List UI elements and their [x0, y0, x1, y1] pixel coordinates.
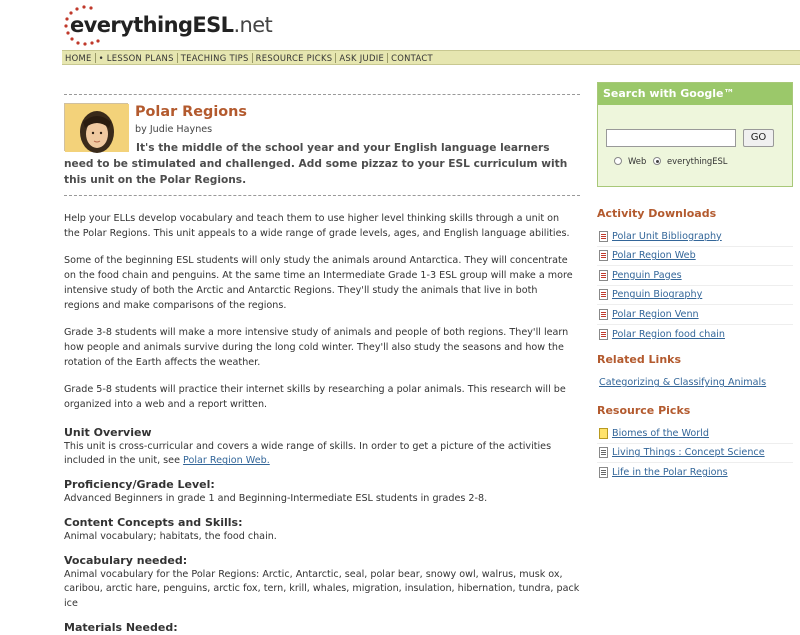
activity-downloads-heading: Activity Downloads	[597, 207, 717, 220]
nav-ask-judie[interactable]: ASK JUDIE	[339, 53, 385, 63]
pdf-icon	[599, 329, 608, 340]
nav-home[interactable]: HOME	[65, 53, 92, 63]
download-link[interactable]: Polar Region Venn	[612, 308, 699, 320]
list-item[interactable]	[597, 305, 793, 325]
resource-link[interactable]: Biomes of the World	[612, 427, 709, 439]
article-byline: by Judie Haynes	[135, 124, 213, 135]
list-item[interactable]	[597, 266, 793, 286]
folder-icon	[599, 428, 608, 439]
brand-tld: .net	[233, 13, 273, 37]
page-icon	[599, 467, 608, 478]
activity-downloads-list	[597, 227, 793, 344]
nav-divider	[335, 53, 336, 63]
nav-divider	[177, 53, 178, 63]
radio-everythingesl-icon[interactable]	[653, 157, 661, 165]
section-text-proficiency: Advanced Beginners in grade 1 and Beginning-Intermediate ESL students in grades 2-8.	[64, 493, 488, 505]
go-button[interactable]: GO	[743, 129, 774, 147]
article-body	[64, 212, 580, 635]
radio-web-label: Web	[628, 156, 647, 166]
list-item[interactable]	[597, 424, 793, 444]
divider	[64, 195, 580, 196]
download-link[interactable]: Polar Unit Bibliography	[612, 230, 722, 242]
nav-contact[interactable]: CONTACT	[391, 53, 433, 63]
radio-web[interactable]	[614, 156, 646, 166]
google-search-input[interactable]	[606, 129, 736, 147]
nav-divider	[387, 53, 388, 63]
activity-downloads-section	[597, 207, 793, 344]
nav-divider	[95, 53, 96, 63]
resource-picks-section	[597, 404, 793, 483]
logo-text	[70, 13, 272, 37]
body-paragraph: Grade 3-8 students will make a more intensive study of animals and people of both regions. They'll learn how people and animals survive during the long cold winter. They'll also study the seasons and how the rotation of the Earth affects the weather.	[64, 327, 569, 368]
list-item[interactable]	[597, 325, 793, 345]
download-link[interactable]: Penguin Pages	[612, 269, 682, 281]
section-heading-overview: Unit Overview	[64, 425, 152, 439]
overview-text: This unit is cross-curricular and covers a wide range of skills. In order to get a picture of the activities included in the unit, see	[64, 440, 552, 467]
article-title: Polar Regions	[135, 104, 247, 120]
polar-region-web-link[interactable]: Polar Region Web.	[183, 455, 270, 467]
download-link[interactable]: Polar Region Web	[612, 250, 696, 262]
section-text-content: Animal vocabulary; habitats, the food chain.	[64, 530, 277, 542]
pdf-icon	[599, 309, 608, 320]
list-item[interactable]	[597, 247, 793, 267]
resource-link[interactable]: Living Things : Concept Science	[612, 447, 765, 459]
body-paragraph: Grade 5-8 students will practice their internet skills by researching a polar animals. This research will be organized into a web and a report written.	[64, 384, 566, 411]
pdf-icon	[599, 250, 608, 261]
list-item[interactable]	[597, 286, 793, 306]
related-links-list	[597, 373, 793, 393]
download-link[interactable]: Penguin Biography	[612, 289, 703, 301]
body-paragraph: Help your ELLs develop vocabulary and teach them to use higher level thinking skills through a unit on the Polar Regions. This unit appeals to a wide range of grade levels, ages, and English language abilities.	[64, 213, 570, 239]
section-heading-proficiency: Proficiency/Grade Level:	[64, 478, 215, 492]
resource-link[interactable]: Life in the Polar Regions	[612, 467, 728, 479]
resource-picks-heading: Resource Picks	[597, 404, 691, 417]
top-nav-bar	[62, 50, 800, 65]
related-link[interactable]: Categorizing & Classifying Animals	[599, 377, 767, 389]
list-item[interactable]	[597, 373, 793, 393]
list-item[interactable]	[597, 227, 793, 247]
related-links-section	[597, 353, 793, 393]
download-link[interactable]: Polar Region food chain	[612, 328, 725, 340]
list-item[interactable]	[597, 463, 793, 483]
pdf-icon	[599, 270, 608, 281]
related-links-heading: Related Links	[597, 353, 682, 366]
site-logo[interactable]	[62, 4, 273, 46]
article-intro: It's the middle of the school year and your English language learners need to be stimulated and challenged. Add some pizzaz to your ESL curriculum with this unit on the Polar Regions.	[64, 142, 568, 186]
nav-lesson-plans[interactable]: • LESSON PLANS	[98, 53, 174, 63]
resource-picks-list	[597, 424, 793, 483]
section-heading-vocabulary: Vocabulary needed:	[64, 553, 188, 567]
brand-name: everythingESL	[70, 13, 234, 37]
pdf-icon	[599, 289, 608, 300]
page-icon	[599, 447, 608, 458]
nav-resource-picks[interactable]: RESOURCE PICKS	[255, 53, 333, 63]
radio-everythingesl-label: everythingESL	[667, 156, 728, 166]
divider	[64, 94, 580, 95]
nav-divider	[252, 53, 253, 63]
nav-teaching-tips[interactable]: TEACHING TIPS	[180, 53, 249, 63]
list-item[interactable]	[597, 444, 793, 464]
google-search-title: Search with Google™	[598, 83, 792, 105]
section-text-overview	[64, 440, 580, 469]
section-heading-content: Content Concepts and Skills:	[64, 515, 243, 529]
section-text-vocabulary: Animal vocabulary for the Polar Regions: Arctic, Antarctic, seal, polar bear, snowy owl, walrus, musk ox, caribou, arctic hare, penguins, arctic fox, tern, krill, whales, migration, insulation, hibernation, tundra, pack ice	[64, 568, 580, 609]
google-search-box	[597, 82, 793, 187]
body-paragraph: Some of the beginning ESL students will only study the animals around Antarctica. They will concentrate on the food chain and penguins. At the same time an Intermediate Grade 1-3 ESL group will make a more intensive study of both the Arctic and Antarctic Regions. They'll study the animals that live in both regions and make comparisons of the regions.	[64, 255, 573, 311]
section-heading-materials: Materials Needed:	[64, 620, 178, 634]
radio-everythingesl[interactable]	[653, 156, 727, 166]
article-header	[64, 103, 580, 195]
pdf-icon	[599, 231, 608, 242]
radio-web-icon[interactable]	[614, 157, 622, 165]
article-main	[64, 94, 580, 635]
